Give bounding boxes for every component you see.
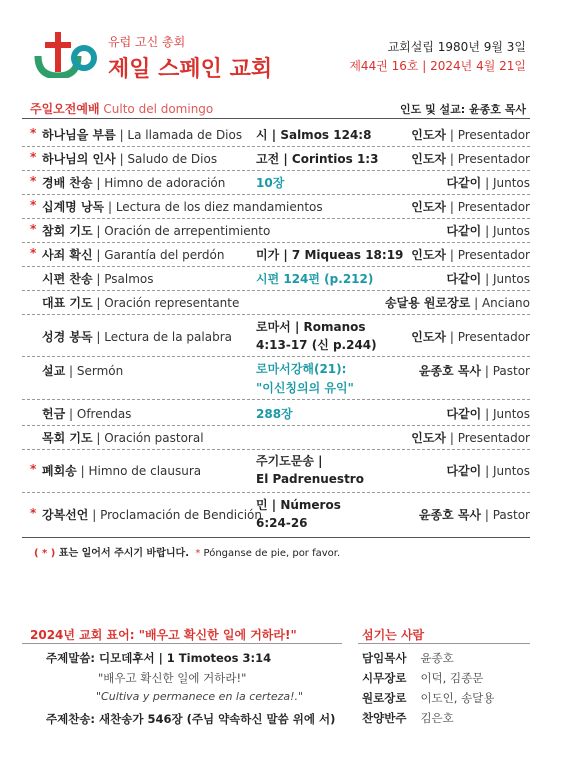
list-item: * 참회 기도 | Oración de arrepentimiento 다같이 | Juntos xyxy=(30,222,530,238)
list-item: 시편 찬송 | Psalmos 시편 124편 (p.212) 다같이 | Juntos xyxy=(42,272,530,286)
scripture-ref: 미가 | 7 Miqueas 18:19 xyxy=(256,248,404,262)
standing-mark: * xyxy=(30,222,37,236)
list-item: * 십계명 낭독 | Lectura de los diez mandamientos 인도자 | Presentador xyxy=(30,198,530,214)
standing-mark: * xyxy=(30,126,37,140)
list-item: * 사죄 확신 | Garantía del perdón 미가 | 7 Miqueas 18:19 인도자 | Presentador xyxy=(30,246,530,262)
motto-title: 2024년 교회 표어: "배우고 확신한 일에 거하라!" xyxy=(30,628,297,642)
list-item: 헌금 | Ofrendas 288장 다같이 | Juntos xyxy=(42,407,530,421)
row-divider xyxy=(22,492,530,493)
theme-verse-ko: "배우고 확신한 일에 거하라!" xyxy=(98,671,247,685)
theme-hymn: 주제찬송: 새찬송가 546장 (주님 약속하신 말씀 위에 서) xyxy=(46,712,336,726)
list-item: * 하나님의 인사 | Saludo de Dios 고전 | Corintios 1:3 인도자 | Presentador xyxy=(30,150,530,166)
staff-title: 섬기는 사람 xyxy=(362,628,425,642)
list-item-reading: 성경 봉독 | Lectura de la palabra 로마서 | Romanos 4:13-17 (신 p.244) 인도자 | Presentador xyxy=(42,320,530,352)
standing-mark: * xyxy=(30,198,37,212)
standing-mark: * xyxy=(30,150,37,164)
bottom-divider xyxy=(22,537,530,538)
standing-mark: * xyxy=(30,246,37,260)
list-item: * 하나님을 부름 | La llamada de Dios 시 | Salmos 124:8 인도자 | Presentador xyxy=(30,126,530,142)
staff-item: 찬양반주 김은호 xyxy=(362,711,454,725)
org-name: 유럽 고신 총회 xyxy=(108,35,186,49)
list-item-sermon: 설교 | Sermón 로마서강해(21): "이신칭의의 유익" 윤종호 목사 | Pastor xyxy=(42,362,530,395)
header-divider xyxy=(22,118,530,119)
founded-date: 교회설립 1980년 9월 3일 xyxy=(387,40,526,54)
church-logo xyxy=(30,32,98,88)
list-item: 목회 기도 | Oración pastoral 인도자 | Presentador xyxy=(42,431,530,445)
scripture-ref: 시 | Salmos 124:8 xyxy=(256,128,372,142)
theme-verse-es: "Cultiva y permanece en la certeza!." xyxy=(96,690,304,703)
service-leader: 인도 및 설교: 윤종호 목사 xyxy=(400,103,526,116)
staff-item: 원로장로 이도인, 송달용 xyxy=(362,691,495,705)
scripture-ref: 고전 | Corintios 1:3 xyxy=(256,152,379,166)
list-item: * 경배 찬송 | Himno de adoración 10장 다같이 | Juntos xyxy=(30,174,530,190)
service-title: 주일오전예배 Culto del domingo xyxy=(30,102,214,116)
staff-item: 시무장로 이덕, 김종문 xyxy=(362,671,484,685)
scripture-ref: 10장 xyxy=(256,176,285,190)
issue-info: 제44권 16호 | 2024년 4월 21일 xyxy=(349,59,526,73)
scripture-ref: 288장 xyxy=(256,407,293,421)
list-item-closing: * 폐회송 | Himno de clausura 주기도문송 | El Padrenuestro 다같이 | Juntos xyxy=(30,454,530,486)
staff-item: 담임목사 윤종호 xyxy=(362,651,454,665)
church-name: 제일 스페인 교회 xyxy=(108,57,273,82)
motto-divider xyxy=(22,643,342,644)
row-divider xyxy=(22,356,530,357)
list-item: 대표 기도 | Oración representante 송달용 원로장로 | Anciano xyxy=(42,296,530,310)
standing-mark: * xyxy=(30,174,37,188)
theme-verse: 주제말씀: 디모데후서 | 1 Timoteos 3:14 xyxy=(46,651,272,665)
scripture-ref: 시편 124편 (p.212) xyxy=(256,272,374,286)
standing-note: ( * ) 표는 일어서 주시기 바랍니다. * Pónganse de pie, por favor. xyxy=(34,548,341,559)
staff-divider xyxy=(358,643,530,644)
list-item-blessing: * 강복선언 | Proclamación de Bendición 민 | Números 6:24-26 윤종호 목사 | Pastor xyxy=(30,498,530,530)
